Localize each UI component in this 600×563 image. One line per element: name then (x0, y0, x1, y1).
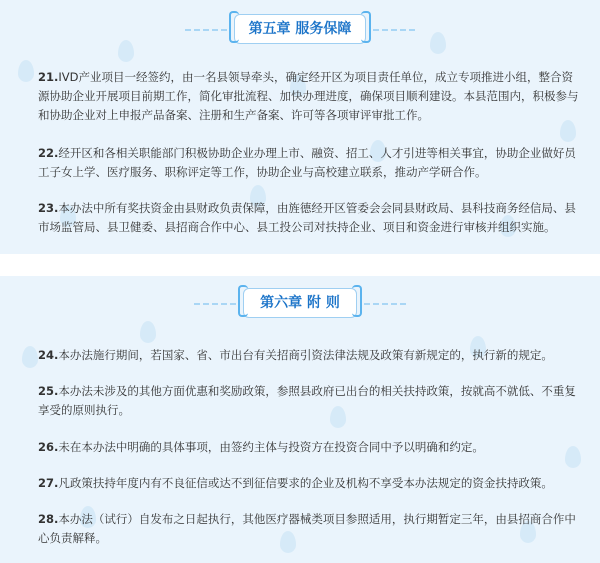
article-23 (38, 199, 584, 237)
title-bracket-left (229, 11, 239, 43)
title-bracket-left (238, 285, 248, 317)
article-24 (38, 346, 584, 365)
article-text: 凡政策扶持年度内有不良征信或达不到征信要求的企业及机构不享受本办法规定的资金扶持政策。 (58, 476, 553, 490)
article-text: 本办法施行期间，若国家、省、市出台有关招商引资法律法规及政策有新规定的，执行新的规定。 (58, 348, 553, 362)
article-text: 本办法（试行）自发布之日起执行，其他医疗器械类项目参照适用，执行期暂定三年，由县招商合作中心负责解释。 (38, 512, 576, 545)
article-number: 28. (38, 512, 59, 526)
article-number: 21. (38, 70, 59, 84)
article-27 (38, 474, 584, 493)
article-number: 26. (38, 440, 59, 454)
chapter-6-title (243, 288, 357, 318)
chapter-5-title-text: 第五章 服务保障 (248, 21, 352, 37)
article-26 (38, 438, 584, 457)
article-21 (38, 68, 584, 125)
article-22 (38, 144, 584, 182)
article-number: 23. (38, 201, 59, 215)
chapter-5-title-wrap (0, 14, 600, 44)
article-text: 未在本办法中明确的具体事项，由签约主体与投资方在投资合同中予以明确和约定。 (58, 440, 484, 454)
article-number: 25. (38, 384, 59, 398)
article-25 (38, 382, 584, 420)
chapter-6-section (0, 276, 600, 563)
chapter-5-section (0, 0, 600, 254)
article-number: 22. (38, 146, 59, 160)
article-text: 本办法未涉及的其他方面优惠和奖励政策，参照县政府已出台的相关扶持政策，按就高不就低、不重复享受的原则执行。 (38, 384, 576, 417)
article-text: 经开区和各相关职能部门积极协助企业办理上市、融资、招工、人才引进等相关事宜，协助企业做好员工子女上学、医疗服务、职称评定等工作，协助企业与高校建立联系，推动产学研合作。 (38, 146, 576, 179)
title-bracket-right (361, 11, 371, 43)
chapter-5-title (234, 14, 367, 44)
article-number: 24. (38, 348, 59, 362)
article-number: 27. (38, 476, 59, 490)
chapter-6-title-wrap (0, 288, 600, 318)
article-28 (38, 510, 584, 548)
title-bracket-right (352, 285, 362, 317)
chapter-6-title-text: 第六章 附 则 (260, 295, 340, 311)
article-text: 本办法中所有奖扶资金由县财政负责保障，由旌德经开区管委会会同县财政局、县科技商务经信局、县市场监管局、县卫健委、县招商合作中心、县工投公司对扶持企业、项目和资金进行审核并组织实施。 (38, 201, 576, 234)
article-text: IVD产业项目一经签约，由一名县领导牵头，确定经开区为项目责任单位，成立专项推进小组，整合资源协助企业开展项目前期工作，简化审批流程、加快办理进度，确保项目顺利建设。本县范围内，积极参与和协助企业对上申报产品备案、注册和生产备案、许可等各项审评审批工作。 (38, 70, 579, 122)
